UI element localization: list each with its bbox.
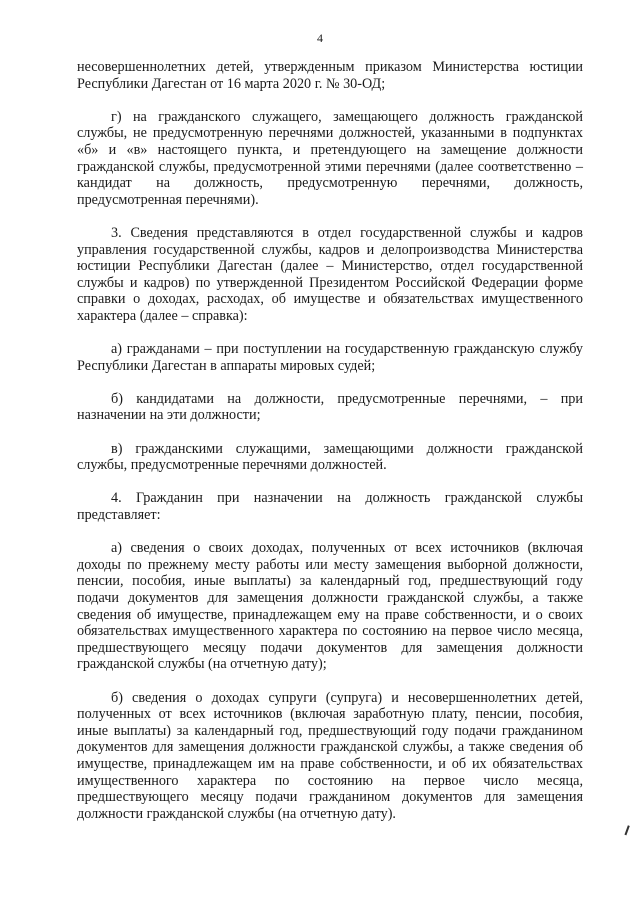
paragraph-section-4-item-a: а) сведения о своих доходах, полученных от всех источников (включая доходы по прежнему месту работы или месту замещения выборной должности, пенсии, пособия, иные выплаты) за календарный год, предшествующий году подачи документов для замещения должности гражданской службы, а также сведения об имуществе, принадлежащем ему на праве собственности, и о своих обязательствах имущественного характера по состоянию на первое число месяца, предшествующего месяцу подачи документов для замещения должности гражданской службы (на отчетную дату); — [77, 540, 583, 673]
paragraph-section-4-item-b: б) сведения о доходах супруги (супруга) и несовершеннолетних детей, полученных от всех источников (включая заработную плату, пенсии, пособия, иные выплаты) за календарный год, предшествующий году подачи гражданином документов для замещения должности гражданской службы, а также сведения об имуществе, принадлежащем им на праве собственности, и об их обязательствах имущественного характера по состоянию на первое число месяца, предшествующего месяцу подачи гражданином документов для замещения должности гражданской службы (на отчетную дату). — [77, 689, 583, 822]
paragraph-item-v: в) гражданскими служащими, замещающими должности гражданской службы, предусмотренные перечнями должностей. — [77, 440, 583, 474]
paragraph-item-b: б) кандидатами на должности, предусмотренные перечнями, – при назначении на эти должности; — [77, 390, 583, 424]
paragraph-section-3: 3. Сведения представляются в отдел государственной службы и кадров управления государственной службы, кадров и делопроизводства Министерства юстиции Республики Дагестан (далее – Министерство, отдел государственной службы и кадров) по утвержденной Президентом Российской Федерации форме справки о доходах, расходах, об имуществе и обязательствах имущественного характера (далее – справка): — [77, 224, 583, 324]
document-body — [77, 59, 583, 839]
paragraph-section-4: 4. Гражданин при назначении на должность гражданской службы представляет: — [77, 490, 583, 524]
page-number: 4 — [317, 31, 323, 45]
paragraph-item-g: г) на гражданского служащего, замещающего должность гражданской службы, не предусмотренную перечнями должностей, указанными в подпунктах «б» и «в» настоящего пункта, и претендующего на замещение должности гражданской службы, предусмотренной этими перечнями (далее соответственно – кандидат на должность, предусмотренную перечнями, должность, предусмотренная перечнями). — [77, 108, 583, 208]
margin-pen-mark — [624, 825, 633, 836]
paragraph-continuation: несовершеннолетних детей, утвержденным приказом Министерства юстиции Республики Дагестан от 16 марта 2020 г. № 30-ОД; — [77, 59, 583, 92]
paragraph-item-a: а) гражданами – при поступлении на государственную гражданскую службу Республики Дагестан в аппараты мировых судей; — [77, 341, 583, 374]
